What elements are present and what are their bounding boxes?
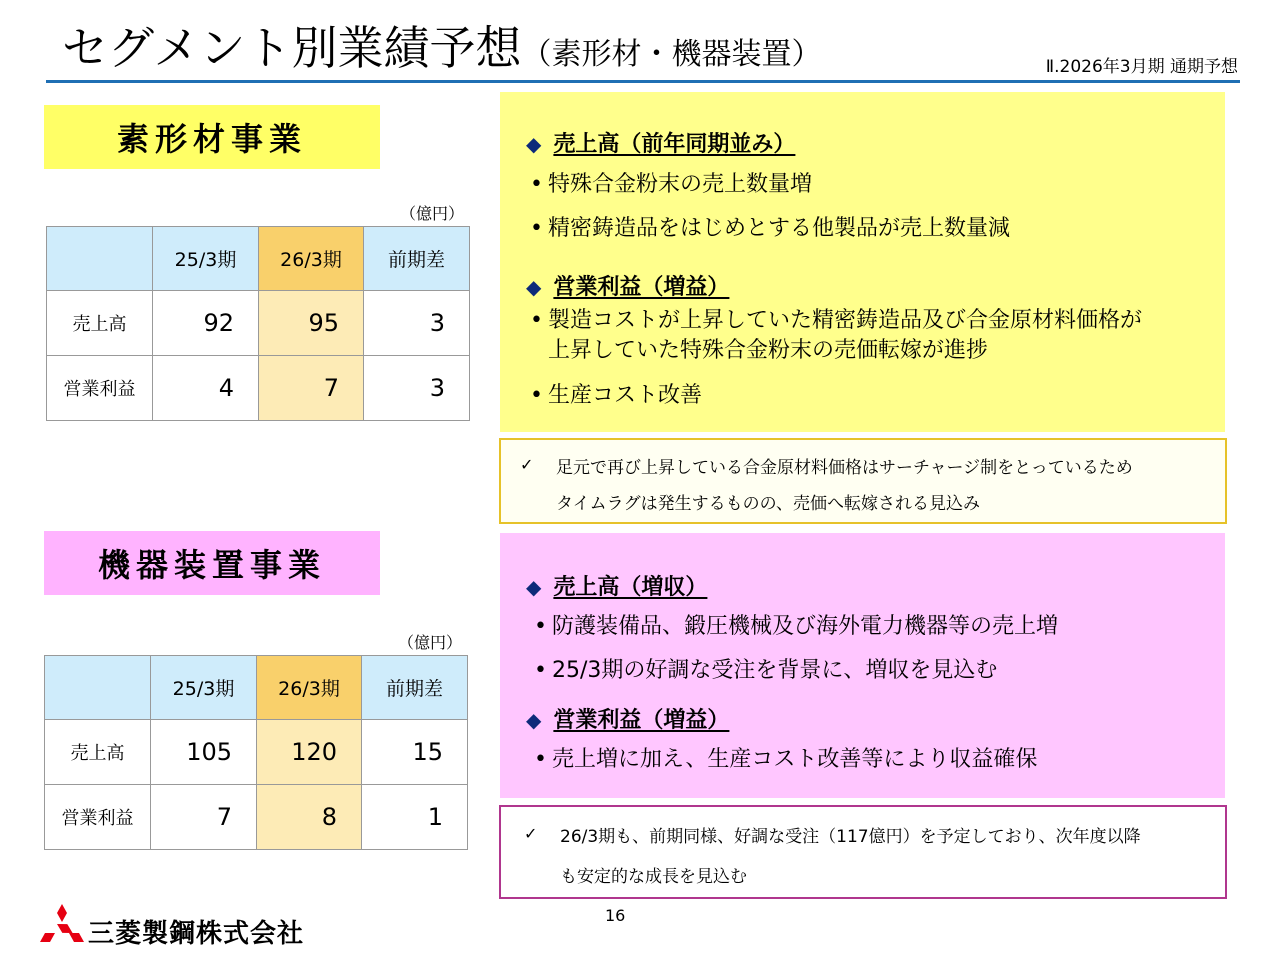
machinery-profit-heading: ◆ 営業利益（増益） bbox=[526, 708, 730, 733]
table-header-blank bbox=[45, 656, 151, 720]
cell-value: 95 bbox=[259, 291, 364, 356]
list-item: • 売上増に加え、生産コスト改善等により収益確保 bbox=[534, 745, 1037, 775]
bullet-dot-icon: • bbox=[530, 383, 543, 408]
diamond-bullet-icon: ◆ bbox=[526, 275, 542, 299]
cell-value: 105 bbox=[151, 720, 257, 785]
table-row bbox=[47, 356, 470, 421]
materials-note-line2: タイムラグは発生するものの、売価へ転嫁される見込み bbox=[556, 494, 980, 514]
title-rule bbox=[46, 80, 1240, 83]
cell-value: 7 bbox=[151, 785, 257, 850]
company-name: 三菱製鋼株式会社 bbox=[88, 919, 305, 949]
list-item: • 25/3期の好調な受注を背景に、増収を見込む bbox=[534, 656, 997, 686]
page-title bbox=[62, 18, 822, 85]
cell-value: 15 bbox=[362, 720, 468, 785]
cell-value: 3 bbox=[364, 356, 470, 421]
cell-value: 120 bbox=[257, 720, 362, 785]
list-item: • 防護装備品、鍛圧機械及び海外電力機器等の売上増 bbox=[534, 612, 1058, 642]
machinery-sales-heading: ◆ 売上高（増収） bbox=[526, 575, 708, 600]
page-title-sub: （素形材・機器装置） bbox=[521, 37, 822, 72]
bullet-dot-icon: • bbox=[530, 216, 543, 241]
list-item: • 生産コスト改善 bbox=[530, 381, 702, 411]
machinery-heading: 機器装置事業 bbox=[44, 531, 380, 595]
table-row bbox=[45, 720, 468, 785]
row-label-op-profit: 営業利益 bbox=[45, 785, 151, 850]
diamond-bullet-icon: ◆ bbox=[526, 708, 542, 732]
cell-value: 4 bbox=[153, 356, 259, 421]
row-label-op-profit: 営業利益 bbox=[47, 356, 153, 421]
cell-value: 8 bbox=[257, 785, 362, 850]
bullet-dot-icon: • bbox=[534, 658, 547, 683]
materials-sales-heading: ◆ 売上高（前年同期並み） bbox=[526, 132, 796, 157]
materials-profit-heading: ◆ 営業利益（増益） bbox=[526, 275, 730, 300]
bullet-dot-icon: • bbox=[530, 308, 543, 333]
table-row bbox=[45, 785, 468, 850]
materials-unit: （億円） bbox=[400, 204, 465, 223]
table-header-blank bbox=[47, 227, 153, 291]
materials-table bbox=[46, 226, 470, 421]
table-header-diff: 前期差 bbox=[364, 227, 470, 291]
table-header-current: 26/3期 bbox=[257, 656, 362, 720]
three-diamonds-logo-icon bbox=[40, 904, 84, 944]
materials-heading: 素形材事業 bbox=[44, 105, 380, 169]
list-item: • 特殊合金粉末の売上数量増 bbox=[530, 170, 812, 200]
check-icon: ✓ bbox=[520, 455, 534, 474]
row-label-sales: 売上高 bbox=[45, 720, 151, 785]
machinery-unit: （億円） bbox=[398, 633, 463, 652]
table-header-diff: 前期差 bbox=[362, 656, 468, 720]
row-label-sales: 売上高 bbox=[47, 291, 153, 356]
bullet-dot-icon: • bbox=[534, 747, 547, 772]
cell-value: 1 bbox=[362, 785, 468, 850]
table-header-row bbox=[47, 227, 470, 291]
page-title-main: セグメント別業績予想 bbox=[62, 21, 522, 75]
cell-value: 92 bbox=[153, 291, 259, 356]
table-header-current: 26/3期 bbox=[259, 227, 364, 291]
machinery-note-line2: も安定的な成長を見込む bbox=[560, 867, 747, 887]
diamond-bullet-icon: ◆ bbox=[526, 575, 542, 599]
machinery-note-line1: 26/3期も、前期同様、好調な受注（117億円）を予定しており、次年度以降 bbox=[560, 827, 1141, 847]
list-item: • 精密鋳造品をはじめとする他製品が売上数量減 bbox=[530, 214, 1010, 244]
bullet-dot-icon: • bbox=[530, 172, 543, 197]
period-label: Ⅱ.2026年3月期 通期予想 bbox=[1045, 57, 1238, 77]
table-header-prev: 25/3期 bbox=[151, 656, 257, 720]
cell-value: 3 bbox=[364, 291, 470, 356]
check-icon: ✓ bbox=[524, 824, 538, 843]
page-number: 16 bbox=[605, 906, 626, 925]
table-header-row bbox=[45, 656, 468, 720]
table-row bbox=[47, 291, 470, 356]
diamond-bullet-icon: ◆ bbox=[526, 132, 542, 156]
list-item-continuation: 上昇していた特殊合金粉末の売価転嫁が進捗 bbox=[548, 338, 989, 363]
table-header-prev: 25/3期 bbox=[153, 227, 259, 291]
list-item: • 製造コストが上昇していた精密鋳造品及び合金原材料価格が bbox=[530, 306, 1142, 336]
machinery-table bbox=[44, 655, 468, 850]
cell-value: 7 bbox=[259, 356, 364, 421]
bullet-dot-icon: • bbox=[534, 614, 547, 639]
materials-note-line1: 足元で再び上昇している合金原材料価格はサーチャージ制をとっているため bbox=[556, 458, 1133, 478]
